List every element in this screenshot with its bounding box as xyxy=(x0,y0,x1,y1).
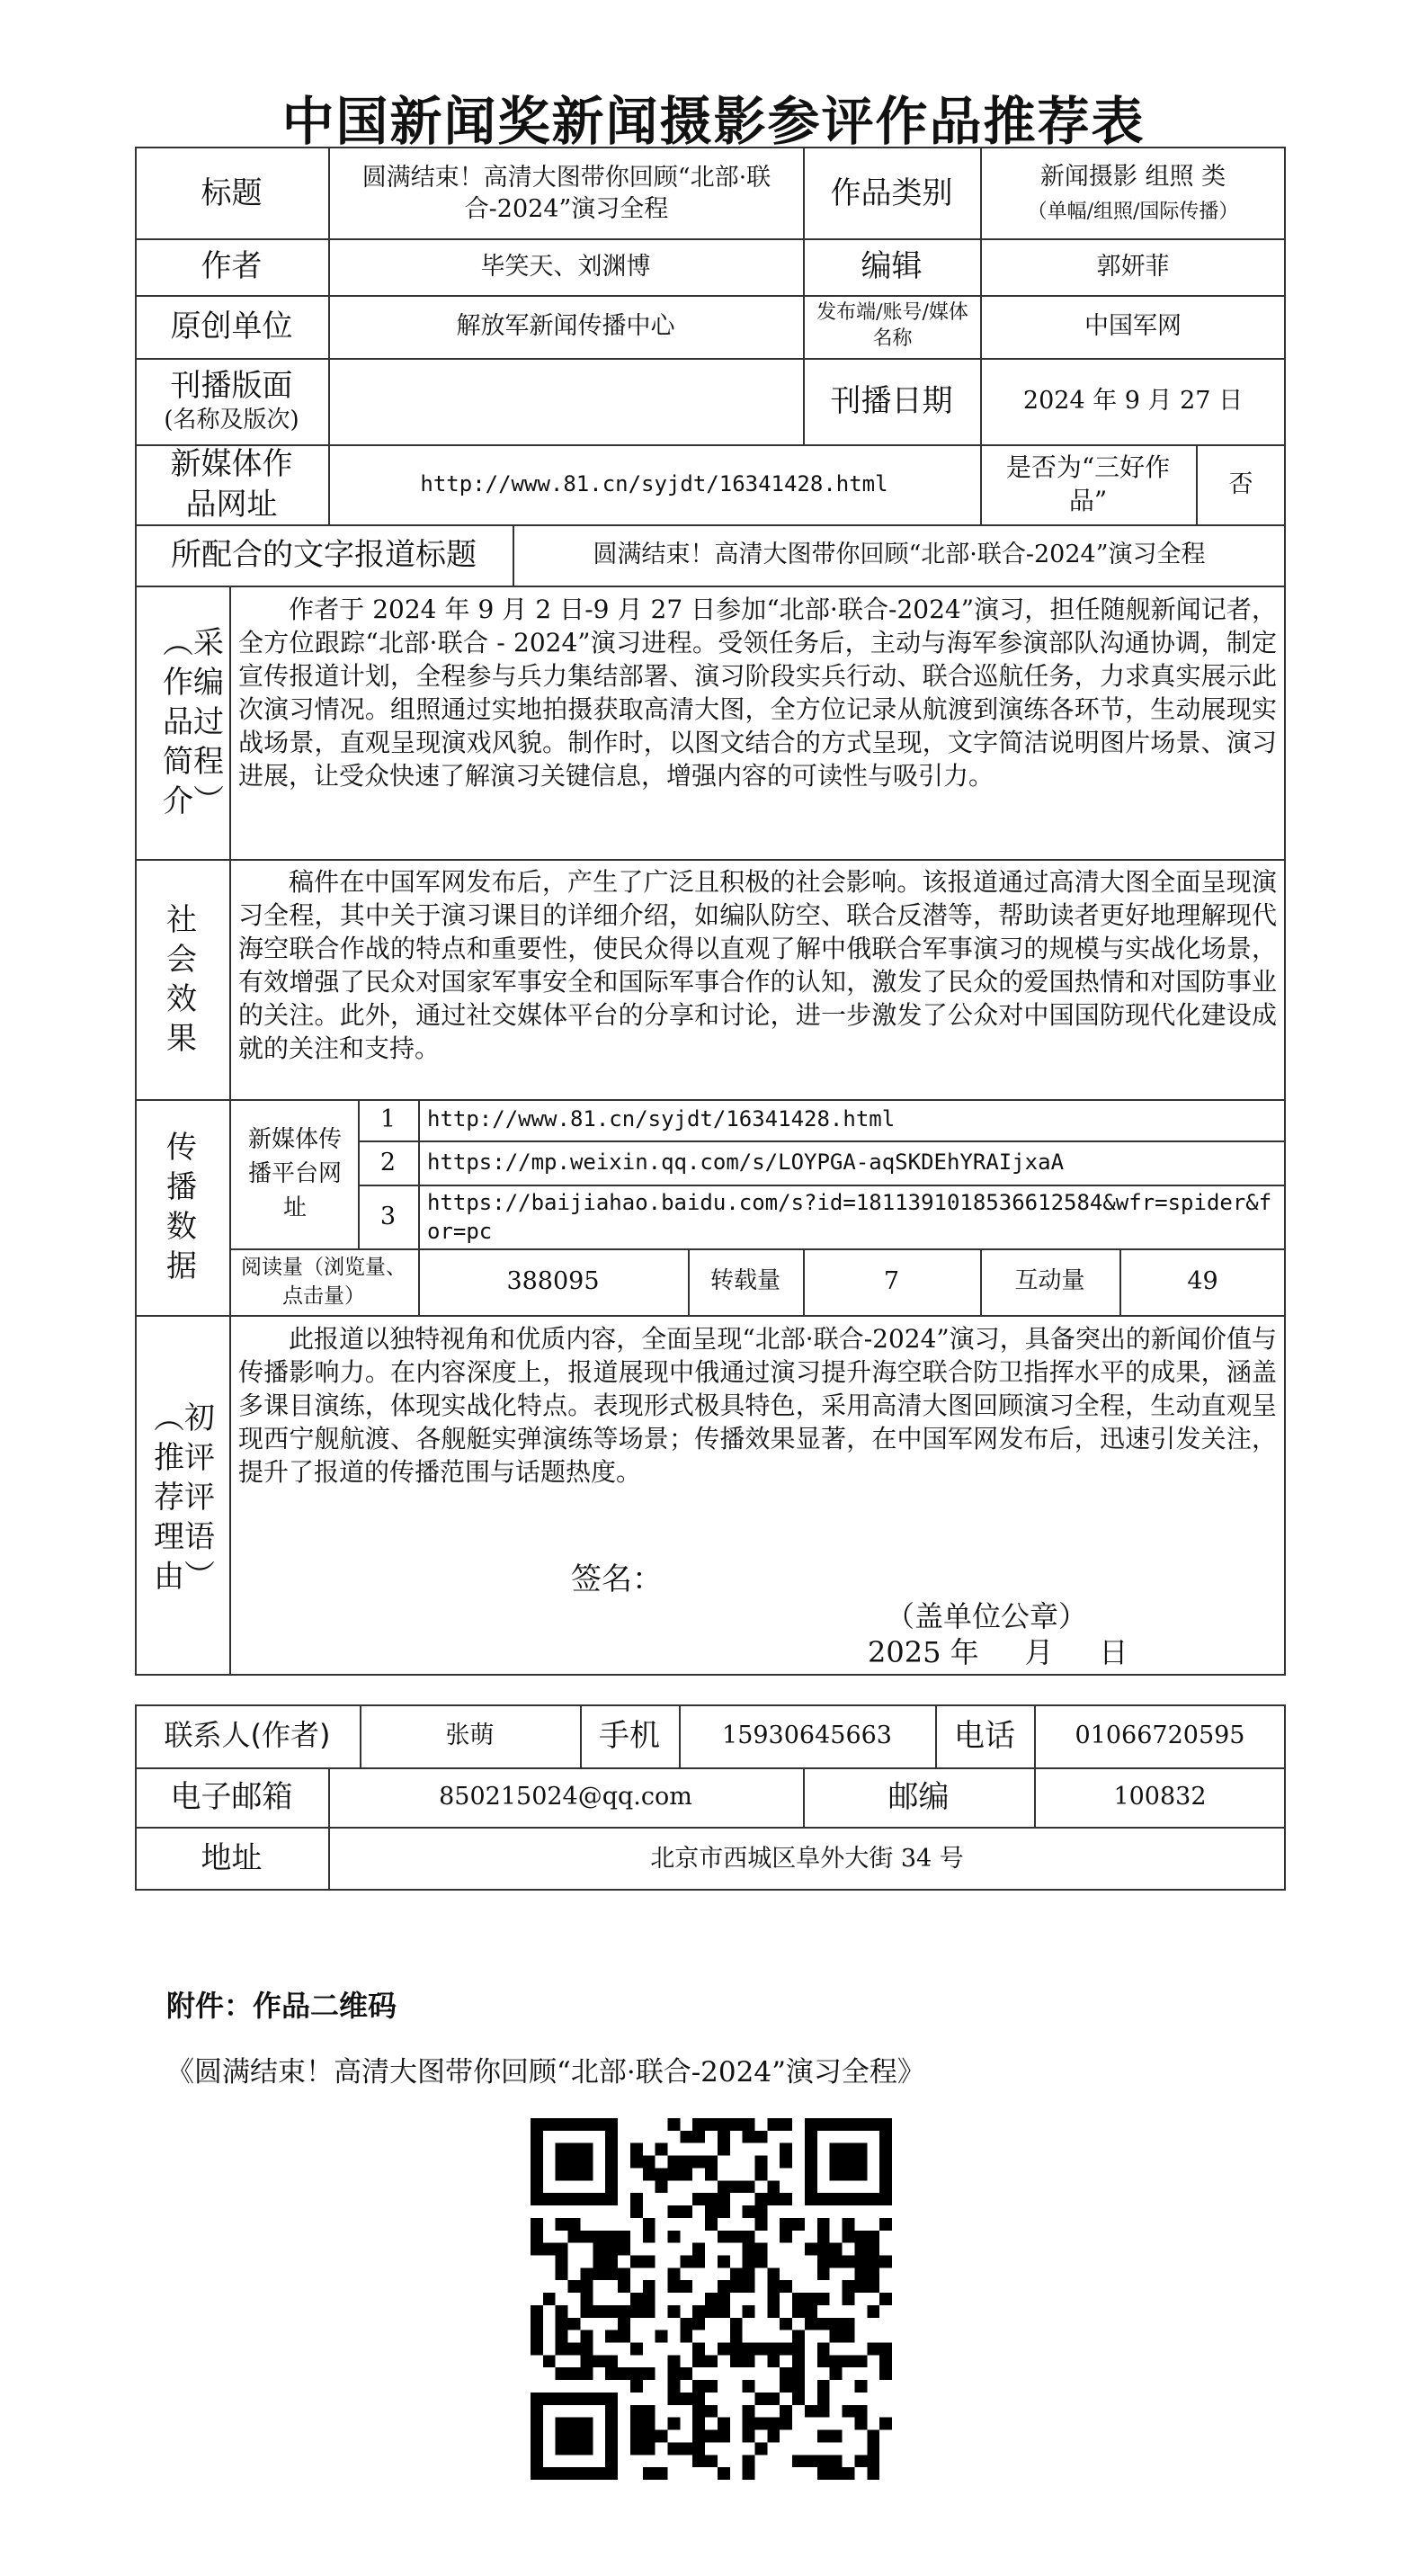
process-text: 作者于 2024 年 9 月 2 日-9 月 27 日参加“北部·联合-2024”演习，担任随舰新闻记者，全方位跟踪“北部·联合 - 2024”演习进程。受领任务后，主动与海军参演部队沟通协调，制定宣传报道计划，全程参与兵力集结部署、演习阶段实兵行动、联合巡航任务，力求真实展示此次演习情况。组照通过实地拍摄获取高清大图，全方位记录从航渡到演练各环节，生动展现实战场景，直观呈现演戏风貌。制作时，以图文结合的方式呈现，文字简洁说明图片场景、演习进展，让受众快速了解演习关键信息，增强内容的可读性与吸引力。 xyxy=(238,595,1277,791)
address-value: 北京市西城区阜外大街 34 号 xyxy=(650,1844,964,1873)
reposts-value: 7 xyxy=(883,1267,900,1296)
url-no-2: 2 xyxy=(379,1148,397,1176)
text-title-value: 圆满结束！高清大图带你回顾“北部·联合-2024”演习全程 xyxy=(593,541,1206,569)
good-label: 是否为“三好作品” xyxy=(1005,452,1171,515)
author-value: 毕笑天、刘渊博 xyxy=(480,252,651,281)
author-label: 作者 xyxy=(201,248,263,285)
pub-label: 刊播版面 xyxy=(170,368,293,404)
mobile-value: 15930645663 xyxy=(722,1722,892,1750)
process-label: ︵采作编品过简程介︶ xyxy=(163,625,224,819)
review-text: 此报道以独特视角和优质内容，全面呈现“北部·联合-2024”演习，具备突出的新闻价值与传播影响力。在内容深度上，报道展现中俄通过演习提升海空联合防卫指挥水平的成果，涵盖多课目演练，体现实战化特点。表现形式极具特色，采用高清大图回顾演习全程，生动直观呈现西宁舰航渡、各舰艇实弹演练等场景；传播效果显著，在中国军网发布后，迅速引发关注，提升了报道的传播范围与话题热度。 xyxy=(238,1324,1277,1487)
review-seal: （盖单位公章） xyxy=(886,1599,1088,1633)
email-label: 电子邮箱 xyxy=(170,1778,293,1815)
platform-label: 新媒体传播平台网址 xyxy=(248,1126,343,1221)
category-cell xyxy=(980,148,1286,238)
url-no-3: 3 xyxy=(379,1202,397,1230)
date-label: 刊播日期 xyxy=(830,382,953,419)
date-value: 2024 年 9 月 27 日 xyxy=(1022,387,1244,416)
url-label: 新媒体作品网址 xyxy=(170,446,293,523)
review-label: ︵初推评荐评理语由︶ xyxy=(154,1400,215,1595)
unit-label: 原创单位 xyxy=(170,308,293,344)
category-label: 作品类别 xyxy=(830,174,953,211)
publisher-value: 中国军网 xyxy=(1084,312,1182,341)
pub-value xyxy=(328,358,803,444)
category-note: （单幅/组照/国际传播） xyxy=(1027,201,1239,224)
zip-value: 100832 xyxy=(1113,1783,1207,1811)
address-label: 地址 xyxy=(201,1840,263,1877)
platform-url-3[interactable]: https://baijiahao.baidu.com/s?id=1811391018536612584&wfr=spider&for=pc xyxy=(427,1189,1272,1244)
unit-value: 解放军新闻传播中心 xyxy=(456,312,675,341)
attachment-caption: 《圆满结束！高清大图带你回顾“北部·联合-2024”演习全程》 xyxy=(166,2056,925,2089)
pub-label-cell xyxy=(135,358,328,444)
email-value[interactable]: 850215024@qq.com xyxy=(439,1783,692,1811)
page-title: 中国新闻奖新闻摄影参评作品推荐表 xyxy=(281,91,1146,152)
qr-code-icon[interactable] xyxy=(531,2118,892,2480)
editor-value: 郭妍菲 xyxy=(1096,252,1170,281)
phone-value: 01066720595 xyxy=(1075,1722,1245,1750)
platform-url-1[interactable]: http://www.81.cn/syjdt/16341428.html xyxy=(427,1106,896,1132)
reads-value: 388095 xyxy=(506,1267,600,1296)
good-value: 否 xyxy=(1228,470,1253,498)
category-value: 新闻摄影 组照 类 xyxy=(1039,163,1226,192)
contact-person-value: 张萌 xyxy=(445,1722,495,1750)
publisher-label: 发布端/账号/媒体名称 xyxy=(816,301,968,350)
url-no-1: 1 xyxy=(379,1105,397,1134)
title-value: 圆满结束！高清大图带你回顾“北部·联合-2024”演习全程 xyxy=(361,163,771,223)
spread-label: 传播数据 xyxy=(166,1130,197,1284)
url-value[interactable]: http://www.81.cn/syjdt/16341428.html xyxy=(420,470,888,496)
platform-url-2[interactable]: https://mp.weixin.qq.com/s/LOYPGA-aqSKDEhYRAIjxaA xyxy=(427,1149,1065,1175)
contact-person-label: 联系人(作者) xyxy=(164,1718,331,1753)
review-sign: 签名： xyxy=(571,1561,663,1597)
attachment-label: 附件：作品二维码 xyxy=(166,1989,397,2023)
effect-label: 社会效果 xyxy=(166,902,197,1057)
reposts-label: 转载量 xyxy=(709,1267,780,1295)
effect-text: 稿件在中国军网发布后，产生了广泛且积极的社会影响。该报道通过高清大图全面呈现演习全程，其中关于演习课目的详细介绍，如编队防空、联合反潜等，帮助读者更好地理解现代海空联合作战的特点和重要性，使民众得以直观了解中俄联合军事演习的规模与实战化场景，有效增强了民众对国家军事安全和国际军事合作的认知，激发了民众的爱国热情和对国防事业的关注。此外，通过社交媒体平台的分享和讨论，进一步激发了公众对中国国防现代化建设成就的关注和支持。 xyxy=(238,867,1277,1063)
review-date: 2025 年 月 日 xyxy=(868,1635,1128,1669)
title-label: 标题 xyxy=(201,174,263,211)
pub-label-note: (名称及版次) xyxy=(164,407,299,434)
phone-label: 电话 xyxy=(954,1717,1015,1754)
reads-label: 阅读量（浏览量、点击量） xyxy=(241,1256,406,1308)
interact-label: 互动量 xyxy=(1014,1267,1085,1295)
mobile-label: 手机 xyxy=(599,1717,660,1754)
zip-label: 邮编 xyxy=(887,1778,950,1815)
text-title-label: 所配合的文字报道标题 xyxy=(171,536,477,573)
editor-label: 编辑 xyxy=(861,248,923,285)
interact-value: 49 xyxy=(1187,1267,1218,1296)
